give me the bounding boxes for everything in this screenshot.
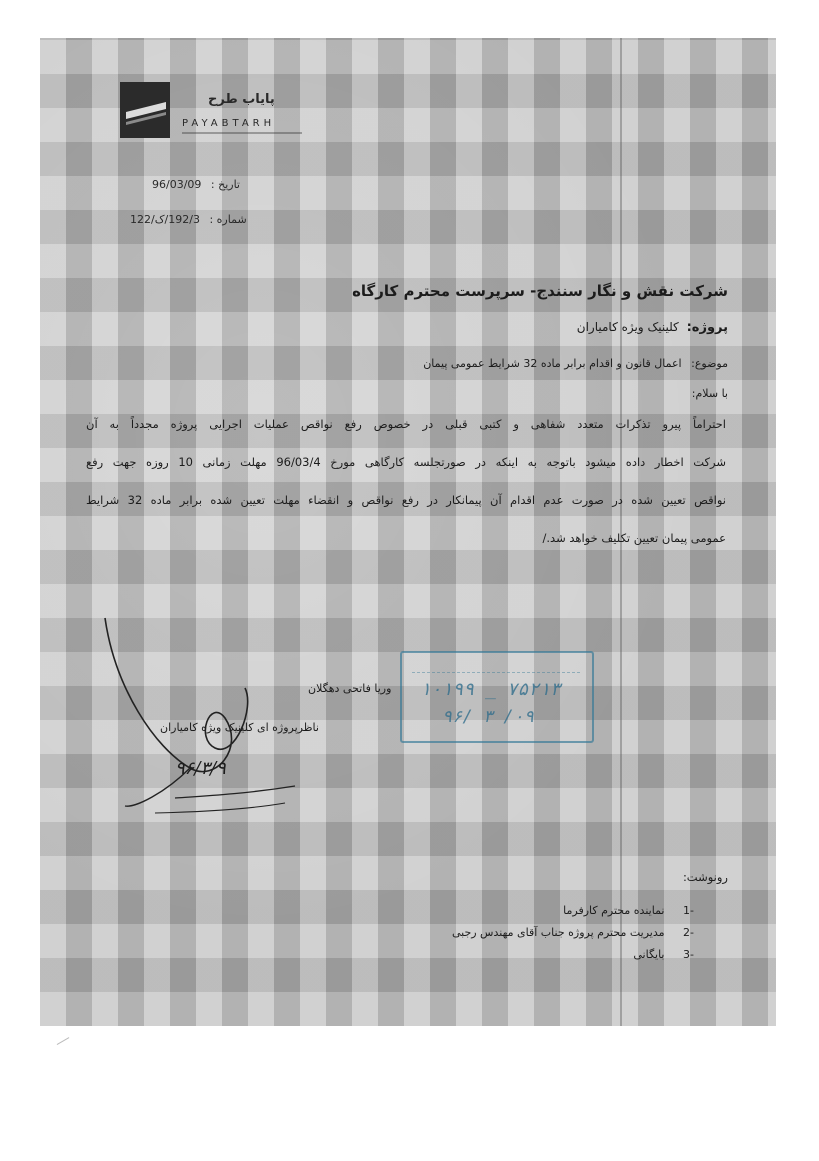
margin-mark <box>57 1037 74 1052</box>
cc-heading: رونوشت: <box>682 870 728 884</box>
number-value: 192/3/ک/122 <box>130 213 200 226</box>
subject-value: اعمال قانون و اقدام برابر ماده 32 شرایط عمومی پیمان <box>423 357 682 370</box>
cc-item-number: -2 <box>683 926 694 939</box>
cc-item-text: مدیریت محترم پروژه جناب آقای مهندس رجبی <box>451 926 665 939</box>
cc-item-text: نماینده محترم کارفرما <box>563 904 665 917</box>
cc-list <box>452 904 694 970</box>
body-line-3: نواقص تعیین شده در صورت عدم اقدام آن پیمانکار در رفع نواقص و انقضاء مهلت تعیین شده برابر ماده 32 شرایط <box>86 493 726 507</box>
signer-name: وریا فاتحی دهگلان <box>308 682 392 695</box>
greeting: با سلام: <box>691 387 728 400</box>
cc-item-number: -1 <box>683 904 694 917</box>
date-value: 96/03/09 <box>152 178 202 191</box>
company-name-fa: پایاب طرح <box>208 92 275 107</box>
body-line-1: احتراماً پیرو تذکرات متعدد شفاهی و کتبی قبلی در خصوص رفع نواقص عملیات اجرایی پروژه مجدداً به آن <box>86 417 726 431</box>
stamp-header-line <box>412 658 580 673</box>
date-row <box>152 178 240 191</box>
body-line-2: شرکت اخطار داده میشود باتوجه به اینکه در صورتجلسه کارگاهی مورخ 96/03/4 مهلت زمانی 10 روزه جهت رفع <box>86 455 726 469</box>
cc-item-number: -3 <box>683 948 694 961</box>
recipient-title: شرکت نقش و نگار سنندج- سرپرست محترم کارگاه <box>352 282 728 300</box>
project-label: پروژه: <box>686 320 728 335</box>
handwritten-date: ۹۶/۳/۹ <box>175 758 226 779</box>
stamp-date: ۹۶/ ۳ /۰۹ <box>442 707 535 727</box>
subject-label: موضوع: <box>691 357 728 370</box>
cc-item <box>452 926 694 948</box>
stamp-number: ۱۰۱۹۹ _ ۷۵۲۱۳ <box>420 679 561 700</box>
registration-stamp <box>400 651 594 743</box>
project-row <box>577 320 728 335</box>
project-value: کلینیک ویژه کامیاران <box>576 320 679 334</box>
number-label: شماره : <box>209 213 247 226</box>
company-logo-icon <box>120 82 170 138</box>
logo-underline <box>182 132 302 134</box>
date-label: تاریخ : <box>210 178 240 191</box>
body-line-4: عمومی پیمان تعیین تکلیف خواهد شد./ <box>542 531 726 545</box>
number-row <box>130 213 247 226</box>
letter-body <box>86 418 726 570</box>
cc-item-text: بایگانی <box>633 948 665 961</box>
company-name-en: PAYABTARH <box>182 118 276 129</box>
cc-item <box>452 948 694 970</box>
subject-row <box>423 357 728 370</box>
cc-item <box>452 904 694 926</box>
handwritten-signature-icon <box>95 598 335 818</box>
signer-role: ناظرپروژه ای کلینیک ویژه کامیاران <box>160 721 319 734</box>
scanned-page <box>40 38 776 1026</box>
letterhead-logo <box>120 78 310 148</box>
